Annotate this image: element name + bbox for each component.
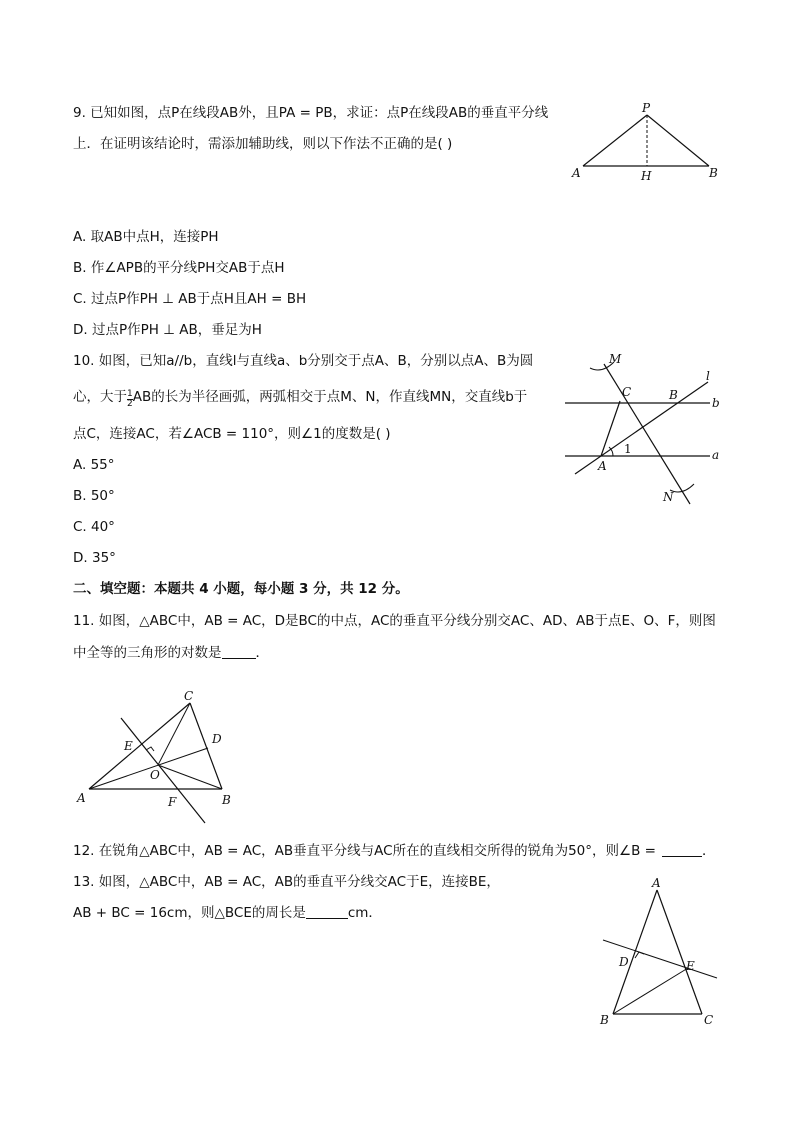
q10-label-l: l <box>706 369 710 383</box>
q10-label-angle-1: 1 <box>624 442 632 456</box>
q11-line1: 11. 如图，△ABC中，AB = AC，D是BC的中点，AC的垂直平分线分别交AC、AD、AB于点E、O、F，则图 <box>73 613 716 629</box>
q10-frac-den: 2 <box>127 399 133 409</box>
q10-label-b: B <box>669 388 678 402</box>
q9-label-b: B <box>709 166 718 180</box>
q10-label-a-line: a <box>712 448 720 462</box>
q10-figure <box>560 348 740 510</box>
q11-answer-blank[interactable] <box>222 644 256 659</box>
q10-label-n: N <box>663 490 674 504</box>
q9-option-a: A. 取AB中点H，连接PH <box>73 229 219 245</box>
q13-figure <box>595 872 725 1032</box>
q10-label-c: C <box>622 385 632 399</box>
q13-label-d: D <box>619 955 629 969</box>
q11-line2-text: 中全等的三角形的对数是 <box>73 645 222 661</box>
q11-label-o: O <box>150 768 160 782</box>
q13-line2-text: AB + BC = 16cm，则△BCE的周长是 <box>73 905 306 921</box>
q11-label-d: D <box>212 732 222 746</box>
q9-figure <box>565 98 735 188</box>
q10-line2-pre: 心，大于 <box>73 389 127 405</box>
q10-option-d: D. 35° <box>73 550 116 566</box>
q11-figure <box>72 686 247 826</box>
q11-label-c: C <box>184 689 194 703</box>
q13-label-e: E <box>686 959 695 973</box>
q13-line1: 13. 如图，△ABC中，AB = AC，AB的垂直平分线交AC于E，连接BE， <box>73 874 500 890</box>
q9-line2: 上．在证明该结论时，需添加辅助线，则以下作法不正确的是( ) <box>73 136 453 152</box>
q13-line2 <box>73 904 382 922</box>
q9-label-a: A <box>572 166 581 180</box>
q10-option-b: B. 50° <box>73 488 115 504</box>
q13-label-b: B <box>600 1013 609 1027</box>
section-2-heading: 二、填空题：本题共 4 小题，每小题 3 分，共 12 分。 <box>73 581 409 597</box>
q10-label-b-line: b <box>712 396 720 410</box>
q10-line1: 10. 如图，已知a//b，直线l与直线a、b分别交于点A、B，分别以点A、B为圆 <box>73 353 534 369</box>
q10-option-a: A. 55° <box>73 457 115 473</box>
q11-label-e: E <box>124 739 133 753</box>
q13-label-a: A <box>652 876 661 890</box>
q12-line1-end: ． <box>701 843 716 859</box>
q10-frac-num: 1 <box>127 389 133 399</box>
q12-line1-text: 12. 在锐角△ABC中，AB = AC，AB垂直平分线与AC所在的直线相交所得的锐角为50°，则∠B = <box>73 843 656 859</box>
q10-label-m: M <box>609 352 622 366</box>
q9-label-p: P <box>642 101 651 115</box>
q13-answer-blank[interactable] <box>306 904 348 919</box>
q10-line2-post: AB的长为半径画弧，两弧相交于点M、N，作直线MN，交直线b于 <box>132 389 528 405</box>
q12-line1 <box>73 842 715 860</box>
q9-option-d: D. 过点P作PH ⊥ AB，垂足为H <box>73 322 262 338</box>
q13-line2-end: cm． <box>347 905 382 921</box>
q10-option-c: C. 40° <box>73 519 115 535</box>
q12-answer-blank[interactable] <box>662 842 702 857</box>
q11-label-f: F <box>168 795 177 809</box>
q9-label-h: H <box>641 169 652 183</box>
q10-line2 <box>73 388 527 409</box>
q11-label-b: B <box>222 793 231 807</box>
q9-option-c: C. 过点P作PH ⊥ AB于点H且AH = BH <box>73 291 307 307</box>
q9-option-b: B. 作∠APB的平分线PH交AB于点H <box>73 260 285 276</box>
q10-label-a: A <box>598 459 607 473</box>
q11-line2-end: ． <box>255 645 269 661</box>
q11-label-a: A <box>77 791 86 805</box>
q9-line1: 9. 已知如图，点P在线段AB外，且PA = PB，求证：点P在线段AB的垂直平分线 <box>73 105 549 121</box>
q10-line3: 点C，连接AC，若∠ACB = 110°，则∠1的度数是( ) <box>73 426 391 442</box>
q11-line2 <box>73 644 269 662</box>
q13-label-c: C <box>704 1013 714 1027</box>
